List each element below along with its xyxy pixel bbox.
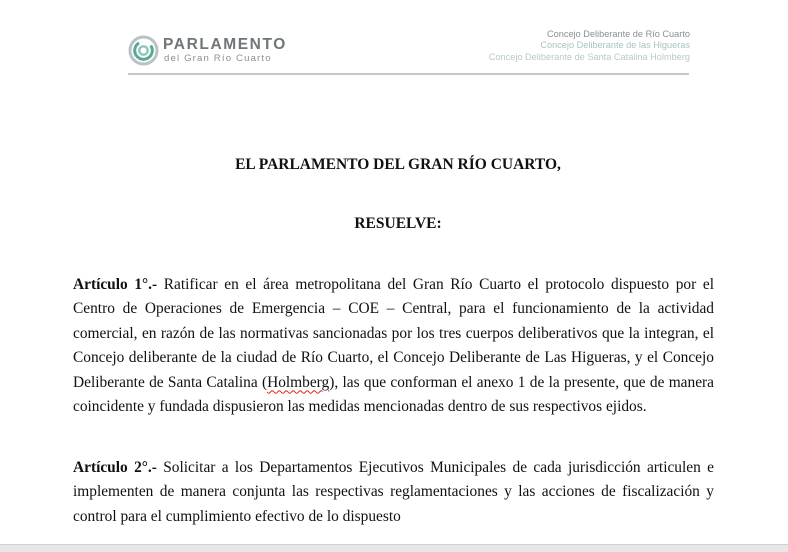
council-santa-catalina: Concejo Deliberante de Santa Catalina Holmberg [488, 51, 690, 62]
resolution-heading: RESUELVE: [354, 215, 442, 232]
council-las-higueras: Concejo Deliberante de las Higueras [540, 40, 690, 51]
council-rio-cuarto: Concejo Deliberante de Río Cuarto [547, 29, 690, 39]
article-2-text: Solicitar a los Departamentos Ejecutivos Municipales de cada jurisdicción articulen e implementen de manera conjunta las respectivas reglamentaciones y las acciones de fiscalización y control para el cumplimiento efectivo de lo dispuesto [73, 459, 714, 525]
window-bottom-edge [0, 544, 788, 552]
article-2-label: Artículo 2°.- [73, 459, 157, 476]
logo-subtitle: del Gran Río Cuarto [164, 53, 272, 64]
spellcheck-flagged-word[interactable]: Holmberg [267, 373, 330, 391]
council-list [489, 29, 690, 63]
header-divider [128, 73, 689, 75]
document-heading: EL PARLAMENTO DEL GRAN RÍO CUARTO, [235, 156, 561, 173]
article-1-text-start: Ratificar en el área metropolitana del Gran Río Cuarto el protocolo dispuesto por el Centro de Operaciones de Emergencia – COE – Central, para el funcionamiento de la actividad comercial, en razón de las normativas sancionadas por los tres cuerpos deliberativos que la integran, el Concejo deliberante de la ciudad de Río Cuarto, el Concejo Deliberante de Las Higueras, y el Concejo Deliberante de Santa Catalina ( [73, 276, 714, 391]
article-1 [73, 273, 714, 419]
article-1-label: Artículo 1°.- [73, 276, 158, 293]
logo-title: PARLAMENTO [163, 36, 287, 53]
parlamento-logo-icon [128, 35, 159, 66]
article-1-text-end: ), las que conforman el anexo 1 de la presente, que de manera coincidente y fundada dispusieron las medidas mencionadas dentro de sus respectivos ejidos. [73, 373, 714, 416]
article-2 [73, 456, 714, 529]
